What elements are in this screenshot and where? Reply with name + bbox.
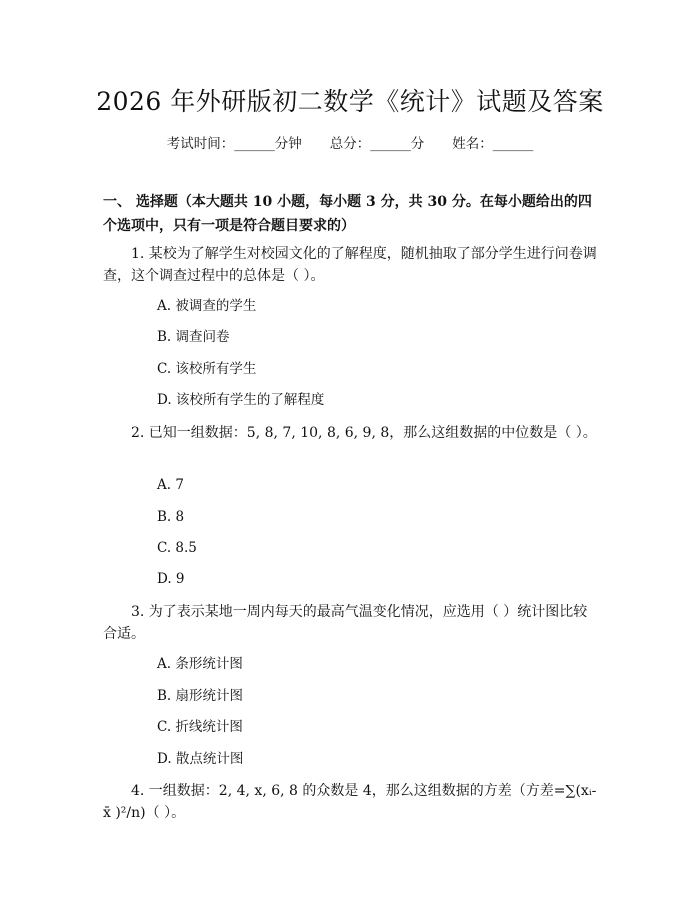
question-2-option-d: D. 9 bbox=[157, 571, 185, 587]
question-1-option-d: D. 该校所有学生的了解程度 bbox=[157, 392, 325, 408]
exam-time-field: 考试时间：______分钟 bbox=[166, 136, 302, 152]
section-heading-choice: 一、 选择题（本大题共 10 小题，每小题 3 分，共 30 分。在每小题给出的四个选项中，只有一项是符合题目要求的） bbox=[103, 194, 592, 234]
question-2-stem: 2. 已知一组数据：5, 8, 7, 10, 8, 6, 9, 8，那么这组数据的中位数是（ ）。 bbox=[131, 425, 597, 441]
question-4-stem: 4. 一组数据：2, 4, x, 6, 8 的众数是 4，那么这组数据的方差（方差=∑(xᵢ-x̄ )²/n)（ ）。 bbox=[103, 783, 597, 821]
exam-meta bbox=[0, 132, 700, 152]
question-2-option-a: A. 7 bbox=[157, 477, 184, 493]
question-1-stem: 1. 某校为了解学生对校园文化的了解程度，随机抽取了部分学生进行问卷调查，这个调查过程中的总体是（ ）。 bbox=[103, 246, 597, 284]
student-name-field: 姓名：______ bbox=[452, 136, 534, 152]
question-1-option-a: A. 被调查的学生 bbox=[157, 298, 257, 314]
question-3-option-d: D. 散点统计图 bbox=[157, 751, 244, 767]
question-3-option-c: C. 折线统计图 bbox=[157, 719, 243, 735]
question-3-option-b: B. 扇形统计图 bbox=[157, 688, 244, 704]
question-3-option-a: A. 条形统计图 bbox=[157, 656, 243, 672]
question-1-option-b: B. 调查问卷 bbox=[157, 329, 230, 345]
page-title: 2026 年外研版初二数学《统计》试题及答案 bbox=[96, 87, 604, 116]
question-2-option-b: B. 8 bbox=[157, 509, 185, 525]
question-1-option-c: C. 该校所有学生 bbox=[157, 361, 257, 377]
question-2-option-c: C. 8.5 bbox=[157, 540, 197, 556]
question-3-stem: 3. 为了表示某地一周内每天的最高气温变化情况，应选用（ ）统计图比较合适。 bbox=[103, 604, 588, 642]
total-score-field: 总分：______分 bbox=[329, 136, 425, 152]
